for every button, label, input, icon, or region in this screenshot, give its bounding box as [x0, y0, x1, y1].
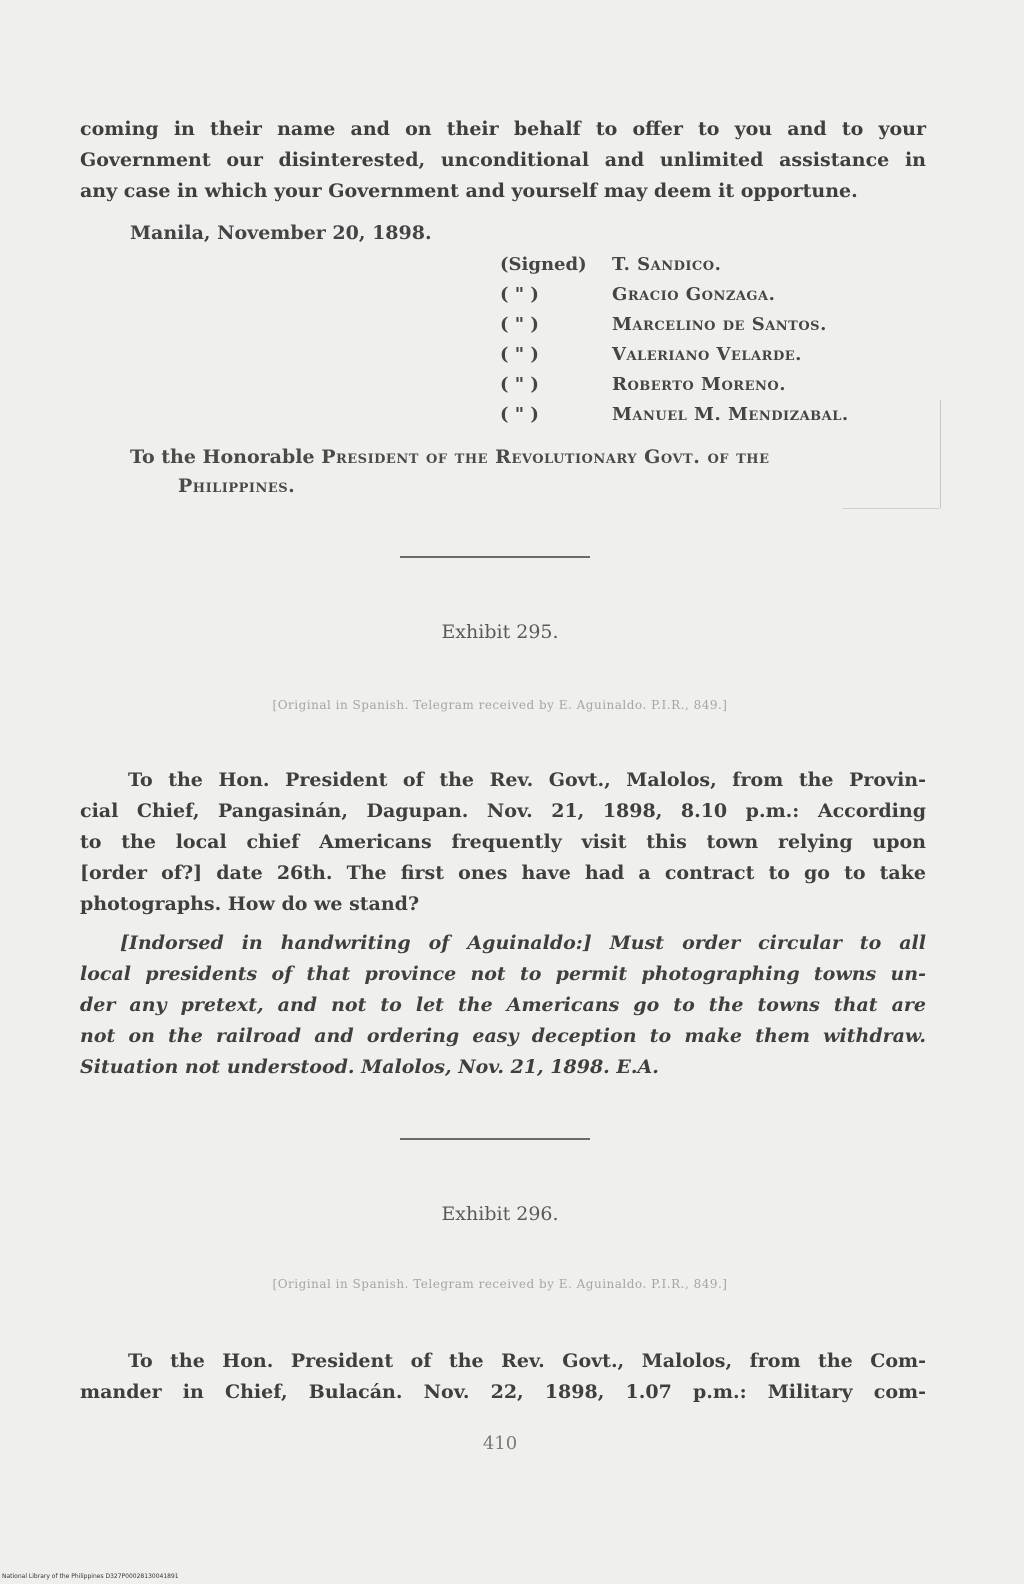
- addressee: [130, 443, 930, 501]
- signature-row: [500, 250, 849, 280]
- exhibit-295-endorsement: [80, 928, 926, 1083]
- text-line: local presidents of that province not to permit photographing towns un-: [80, 963, 926, 985]
- text-line: [order of?] date 26th. The first ones have had a contract to go to take: [80, 862, 926, 884]
- signature-row: [500, 370, 849, 400]
- signature-prefix: (Signed): [500, 254, 587, 275]
- text-line: cial Chief, Pangasinán, Dagupan. Nov. 21, 1898, 8.10 p.m.: According: [80, 800, 926, 822]
- text-line: coming in their name and on their behalf to offer to you and to your: [80, 118, 926, 140]
- signature-prefix: ( " ): [500, 404, 539, 425]
- exhibit-295-title: Exhibit 295.: [441, 621, 559, 643]
- exhibit-295-body: [80, 765, 926, 920]
- addressee-lead: To the Honorable: [130, 446, 322, 468]
- signature-row: [500, 280, 849, 310]
- exhibit-296-source-note: [Original in Spanish. Telegram received by E. Aguinaldo. P.I.R., 849.]: [272, 1277, 728, 1291]
- text-line: To the Hon. President of the Rev. Govt., Malolos, from the Com-: [128, 1350, 926, 1372]
- signatory-name: Marcelino de Santos.: [612, 314, 827, 335]
- signatory-name: Valeriano Velarde.: [612, 344, 802, 365]
- exhibit-295-source-note: [Original in Spanish. Telegram received by E. Aguinaldo. P.I.R., 849.]: [272, 698, 728, 712]
- text-line: [Indorsed in handwriting of Aguinaldo:] Must order circular to all: [120, 932, 926, 954]
- addressee-second-line: Philippines.: [178, 475, 296, 497]
- signature-block: [500, 250, 849, 430]
- dateline: Manila, November 20, 1898.: [130, 222, 432, 244]
- exhibit-296-title: Exhibit 296.: [441, 1203, 559, 1225]
- text-line: Situation not understood. Malolos, Nov. 21, 1898. E.A.: [80, 1056, 659, 1078]
- text-line: not on the railroad and ordering easy deception to make them withdraw.: [80, 1025, 926, 1047]
- signature-row: [500, 310, 849, 340]
- text-line: to the local chief Americans frequently visit this town relying upon: [80, 831, 926, 853]
- scan-footer: National Library of the Philippines D327P00028130041891: [2, 1573, 179, 1580]
- section-divider: [400, 556, 590, 558]
- signatory-name: Gracio Gonzaga.: [612, 284, 776, 305]
- signature-prefix: ( " ): [500, 284, 539, 305]
- intro-paragraph: [80, 114, 926, 207]
- signature-row: [500, 400, 849, 430]
- text-line: Government our disinterested, unconditional and unlimited assistance in: [80, 149, 926, 171]
- text-line: To the Hon. President of the Rev. Govt., Malolos, from the Provin-: [128, 769, 926, 791]
- text-line: mander in Chief, Bulacán. Nov. 22, 1898, 1.07 p.m.: Military com-: [80, 1381, 926, 1403]
- signature-prefix: ( " ): [500, 374, 539, 395]
- margin-rule-vertical: [940, 400, 941, 508]
- addressee-title: President of the Revolutionary Govt. of the: [321, 446, 770, 468]
- signatory-name: Manuel M. Mendizabal.: [612, 404, 849, 425]
- text-line: photographs. How do we stand?: [80, 893, 420, 915]
- signatory-name: T. Sandico.: [612, 254, 722, 275]
- exhibit-296-body: [80, 1346, 926, 1408]
- text-line: any case in which your Government and yourself may deem it opportune.: [80, 180, 858, 202]
- signatory-name: Roberto Moreno.: [612, 374, 786, 395]
- signature-row: [500, 340, 849, 370]
- signature-prefix: ( " ): [500, 344, 539, 365]
- section-divider: [400, 1138, 590, 1140]
- margin-rule-horizontal: [842, 508, 940, 509]
- text-line: der any pretext, and not to let the Americans go to the towns that are: [80, 994, 926, 1016]
- signature-prefix: ( " ): [500, 314, 539, 335]
- page-number: 410: [482, 1433, 518, 1454]
